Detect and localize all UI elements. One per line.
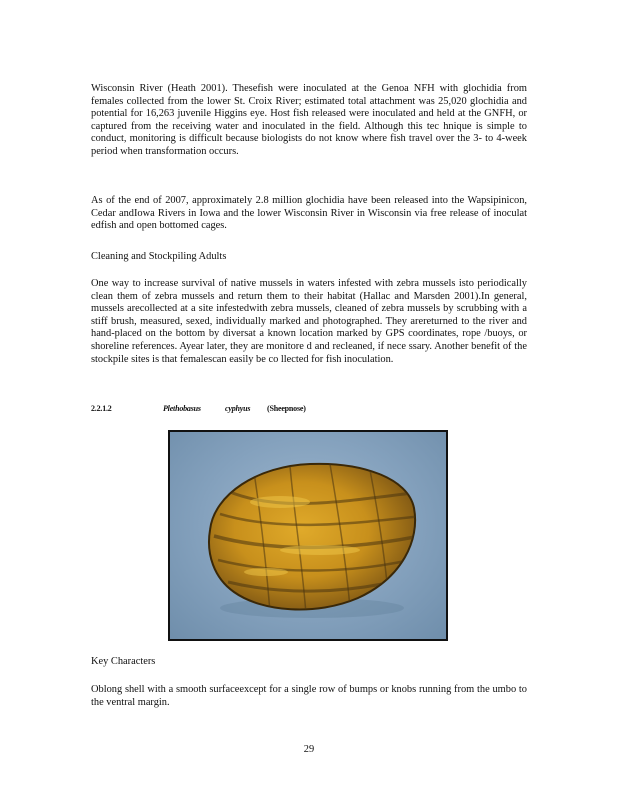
heading-cleaning-stockpiling: Cleaning and Stockpiling Adults: [91, 251, 227, 262]
species-epithet: cyphyus: [225, 404, 251, 413]
section-number: 2.2.1.2: [91, 404, 112, 413]
paragraph-cleaning-method: One way to increase survival of native mussels in waters infested with zebra mussels isto periodically clean them of zebra mussels and return them to their habitat (Hallac and Marsden 2001).In general, mussels arecollected at a site infestedwith zebra mussels, cleaned of zebra mussels by scrubbing with a stiff brush, measured, sexed, individually marked and photographed. They arereturned to the river and hand-placed on the bottom by diversat a known location marked by GPS coordinates, rope /buoys, or shoreline references. Ayear later, they are monitore d and recleaned, if nece ssary. Another benefit of the stockpile sites is that femalescan easily be co llected for fish inoculation.: [91, 278, 527, 365]
species-section-heading: [91, 404, 306, 413]
heading-key-characters: Key Characters: [91, 656, 156, 667]
sheepnose-mussel-photo: [168, 430, 448, 641]
paragraph-key-characters: Oblong shell with a smooth surfaceexcept for a single row of bumps or knobs running from the umbo to the ventral margin.: [91, 684, 527, 708]
paragraph-glochidia-release: As of the end of 2007, approximately 2.8 million glochidia have been released into the Wapsipinicon, Cedar andIowa Rivers in Iowa and the lower Wisconsin River in Wisconsin via free release of inoculat edfish and open bottomed cages.: [91, 195, 527, 232]
mussel-shell-image: [170, 432, 446, 639]
species-common-name: (Sheepnose): [267, 404, 306, 413]
species-genus: Plethobasus: [163, 404, 201, 413]
paragraph-heath-inoculation: Wisconsin River (Heath 2001). Thesefish were inoculated at the Genoa NFH with glochidia from females collected from the lower St. Croix River; estimated total attachment was 25,020 glochidia and potential for 16,263 juvenile Higgins eye. Host fish released were inoculated and held at the GNFH, or captured from the receiving water and inoculated in the field. Although this tec hnique is simple to conduct, monitoring is difficult because biologists do not know where fish travel over the 3- to 4-week period when transformation occurs.: [91, 83, 527, 157]
page-number: 29: [303, 744, 315, 755]
